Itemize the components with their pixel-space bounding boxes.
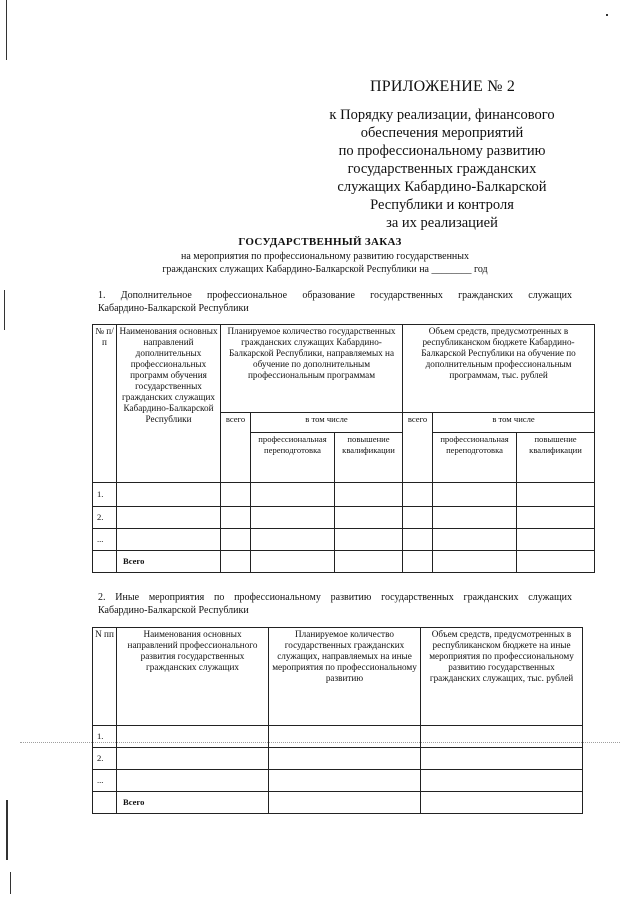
section1-heading-line: Кабардино-Балкарской Республики: [98, 303, 249, 314]
table-cell: [421, 748, 583, 770]
appendix-subtitle-line: за их реализацией: [386, 215, 498, 231]
table-cell: [251, 507, 335, 529]
table-cell: [335, 507, 403, 529]
appendix-subtitle-line: Республики и контроля: [370, 197, 514, 213]
table-cell: [269, 792, 421, 814]
scan-mark-left-4: [10, 872, 11, 894]
appendix-subtitle-line: по профессиональному развитию: [338, 143, 546, 159]
total-label: Всего: [117, 551, 221, 573]
table-cell: [269, 748, 421, 770]
section1-heading-line: 1. Дополнительное профессиональное образование государственных гражданских служащих: [98, 290, 572, 301]
col-planned-header: Планируемое количество государственных гражданских служащих, направляемых на иные мероприятия по профессиональному развитию: [269, 628, 421, 726]
table-cell: [251, 529, 335, 551]
table-row: [93, 529, 595, 551]
table-cell: [433, 507, 517, 529]
table-cell: [117, 748, 269, 770]
table-cell: [117, 726, 269, 748]
appendix-subtitle-line: к Порядку реализации, финансового: [329, 107, 555, 123]
row-number: 1.: [93, 726, 117, 748]
col-planned-header: Планируемое количество государственных гражданских служащих Кабардино-Балкарской Республики, направляемых на обучение по дополнительным профессиональным программам: [221, 325, 403, 413]
col-directions-header: Наименования основных направлений профессионального развития государственных гражданских служащих: [117, 628, 269, 726]
table-cell: [421, 792, 583, 814]
col-num-header: N пп: [93, 628, 117, 726]
subheader-including: в том числе: [251, 413, 403, 433]
table-cell: [335, 551, 403, 573]
row-number: 1.: [93, 483, 117, 507]
table-cell: [517, 551, 595, 573]
table-row: [93, 483, 595, 507]
section2-table: [92, 627, 583, 814]
table-cell: [517, 529, 595, 551]
table-cell: [251, 551, 335, 573]
row-number: ...: [93, 529, 117, 551]
scan-mark-left-1: [6, 0, 7, 60]
table-cell: [221, 507, 251, 529]
table-cell: [421, 726, 583, 748]
section2-heading-line: 2. Иные мероприятия по профессиональному развитию государственных гражданских служащих: [98, 592, 572, 603]
table-cell: [269, 770, 421, 792]
col-funds-header: Объем средств, предусмотренных в республиканском бюджете Кабардино-Балкарской Республики на обучение по дополнительным профессиональным программам, тыс. рублей: [403, 325, 595, 413]
col-funds-header: Объем средств, предусмотренных в республиканском бюджете на иные мероприятия по профессиональному развитию государственных гражданских служащих, тыс. рублей: [421, 628, 583, 726]
table-cell: [251, 483, 335, 507]
table-cell: [433, 483, 517, 507]
subheader-including: в том числе: [433, 413, 595, 433]
table-cell: [433, 529, 517, 551]
table-cell: [117, 507, 221, 529]
section2-heading-line: Кабардино-Балкарской Республики: [98, 605, 249, 616]
total-label: Всего: [117, 792, 269, 814]
table-cell: [93, 792, 117, 814]
scan-mark-left-3: [6, 800, 8, 860]
row-number: 2.: [93, 748, 117, 770]
appendix-title: ПРИЛОЖЕНИЕ № 2: [370, 78, 516, 95]
scan-mark-left-2: [4, 290, 5, 330]
order-subtitle-line: гражданских служащих Кабардино-Балкарской Республики на ________ год: [162, 264, 488, 275]
scan-mark-right: [606, 14, 608, 16]
appendix-subtitle-line: служащих Кабардино-Балкарской: [337, 179, 547, 195]
appendix-subtitle-line: обеспечения мероприятий: [360, 125, 524, 141]
table-cell: [335, 529, 403, 551]
section1-table: [92, 324, 595, 573]
table-cell: [335, 483, 403, 507]
table-cell: [433, 551, 517, 573]
table-cell: [221, 551, 251, 573]
appendix-subtitle: [300, 106, 584, 232]
row-number: 2.: [93, 507, 117, 529]
table-cell: [117, 529, 221, 551]
table-cell: [403, 551, 433, 573]
subheader-total: всего: [221, 413, 251, 483]
table-total-row: [93, 792, 583, 814]
table-cell: [117, 770, 269, 792]
subheader-qualification: повышение квалификации: [517, 433, 595, 483]
subheader-retraining: профессиональная переподготовка: [251, 433, 335, 483]
table-cell: [117, 483, 221, 507]
table-row: [93, 748, 583, 770]
table-cell: [403, 483, 433, 507]
table-cell: [517, 507, 595, 529]
table-row: [93, 507, 595, 529]
table-total-row: [93, 551, 595, 573]
table-row: [93, 770, 583, 792]
col-num-header: № п/п: [93, 325, 117, 483]
table-cell: [403, 507, 433, 529]
order-title: ГОСУДАРСТВЕННЫЙ ЗАКАЗ: [238, 236, 402, 248]
row-number: ...: [93, 770, 117, 792]
table-cell: [403, 529, 433, 551]
table-cell: [421, 770, 583, 792]
table-cell: [221, 529, 251, 551]
table-cell: [221, 483, 251, 507]
order-subtitle-line: на мероприятия по профессиональному развитию государственных: [181, 251, 469, 262]
col-directions-header: Наименования основных направлений дополнительных профессиональных программ обучения государственных гражданских служащих Кабардино-Балкарской Республики: [117, 325, 221, 483]
order-subtitle: [100, 250, 550, 276]
table-cell: [517, 483, 595, 507]
table-cell: [93, 551, 117, 573]
section1-heading: [98, 289, 572, 315]
subheader-total: всего: [403, 413, 433, 483]
appendix-subtitle-line: государственных гражданских: [347, 161, 537, 177]
section2-heading: [98, 591, 572, 617]
subheader-qualification: повышение квалификации: [335, 433, 403, 483]
table-cell: [269, 726, 421, 748]
subheader-retraining: профессиональная переподготовка: [433, 433, 517, 483]
table-row: [93, 726, 583, 748]
